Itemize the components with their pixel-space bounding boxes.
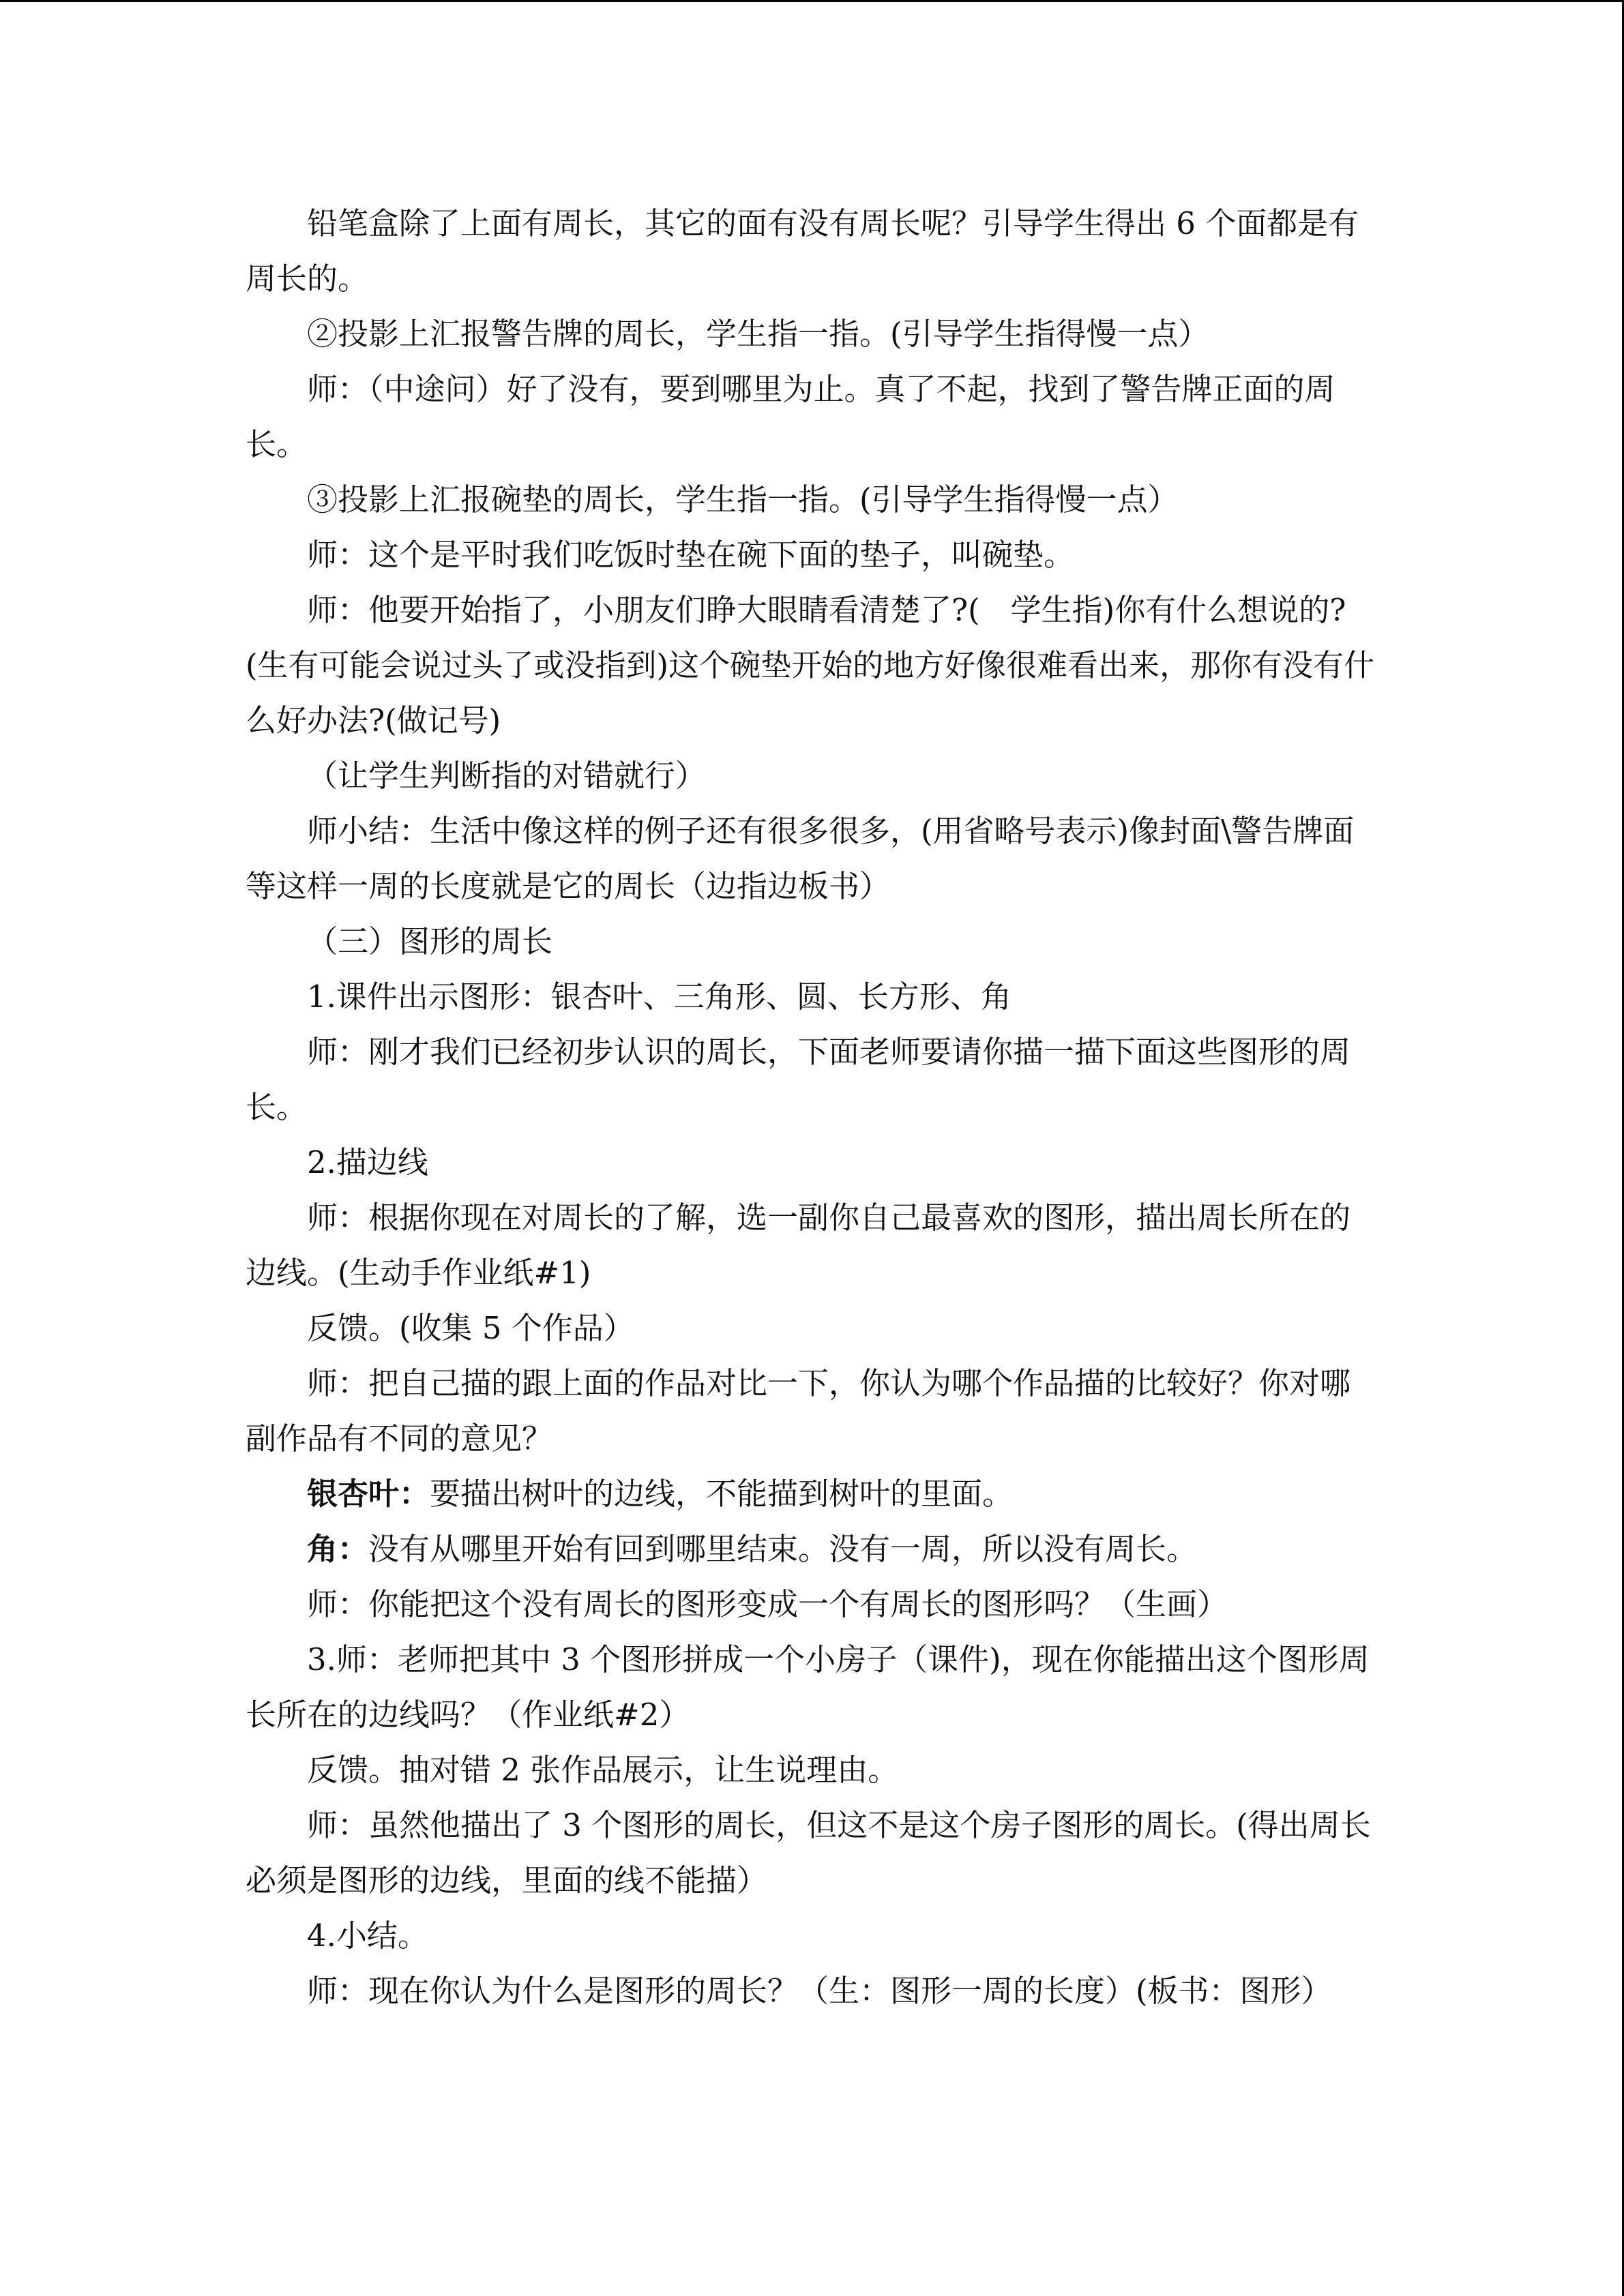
paragraph: 师：他要开始指了，小朋友们睁大眼睛看清楚了?( 学生指)你有什么想说的?(生有可能会说过头了或没指到)这个碗垫开始的地方好像很难看出来，那你有没有什么好办法?(做记号) <box>246 592 1375 739</box>
paragraph: 师：虽然他描出了 3 个图形的周长，但这不是这个房子图形的周长。(得出周长必须是图形的边线，里面的线不能描） <box>246 1807 1371 1898</box>
paragraph: 1.课件出示图形：银杏叶、三角形、圆、长方形、角 <box>307 979 1012 1015</box>
document-body <box>246 196 1378 2018</box>
paragraph: 师：这个是平时我们吃饭时垫在碗下面的垫子，叫碗垫。 <box>307 537 1075 573</box>
paragraph: 反馈。(收集 5 个作品） <box>307 1310 634 1346</box>
paragraph: ③投影上汇报碗垫的周长，学生指一指。(引导学生指得慢一点） <box>307 481 1179 518</box>
paragraph: 反馈。抽对错 2 张作品展示，让生说理由。 <box>307 1752 899 1788</box>
paragraph-text: 要描出树叶的边线，不能描到树叶的里面。 <box>430 1476 1014 1512</box>
paragraph: 3.师：老师把其中 3 个图形拼成一个小房子（课件)，现在你能描出这个图形周长所在的边线吗？（作业纸#2） <box>246 1641 1370 1733</box>
paragraph: 铅笔盒除了上面有周长，其它的面有没有周长呢？引导学生得出 6 个面都是有周长的。 <box>246 205 1359 297</box>
paragraph: 师：现在你认为什么是图形的周长？（生：图形一周的长度）(板书：图形） <box>307 1973 1332 2009</box>
section-heading: （三）图形的周长 <box>307 923 553 959</box>
paragraph: ②投影上汇报警告牌的周长，学生指一指。(引导学生指得慢一点） <box>307 316 1209 352</box>
paragraph: 4.小结。 <box>307 1918 428 1954</box>
paragraph <box>246 1521 1378 1577</box>
paragraph-label: 银杏叶： <box>307 1476 430 1512</box>
paragraph: 师：（中途问）好了没有，要到哪里为止。真了不起，找到了警告牌正面的周长。 <box>246 371 1335 462</box>
paragraph: （让学生判断指的对错就行） <box>307 758 707 794</box>
paragraph: 师：你能把这个没有周长的图形变成一个有周长的图形吗？（生画） <box>307 1586 1228 1622</box>
paragraph: 师：把自己描的跟上面的作品对比一下，你认为哪个作品描的比较好？你对哪副作品有不同的意见？ <box>246 1365 1351 1457</box>
paragraph: 师：刚才我们已经初步认识的周长，下面老师要请你描一描下面这些图形的周长。 <box>246 1034 1351 1125</box>
paragraph: 2.描边线 <box>307 1144 428 1180</box>
paragraph-text: 没有从哪里开始有回到哪里结束。没有一周，所以没有周长。 <box>368 1531 1198 1567</box>
paragraph <box>246 1466 1378 1521</box>
paragraph: 师：根据你现在对周长的了解，选一副你自己最喜欢的图形，描出周长所在的边线。(生动手作业纸#1) <box>246 1199 1351 1291</box>
paragraph: 师小结：生活中像这样的例子还有很多很多，(用省略号表示)像封面\警告牌面等这样一周的长度就是它的周长（边指边板书） <box>246 813 1355 904</box>
paragraph-label: 角： <box>307 1531 369 1567</box>
